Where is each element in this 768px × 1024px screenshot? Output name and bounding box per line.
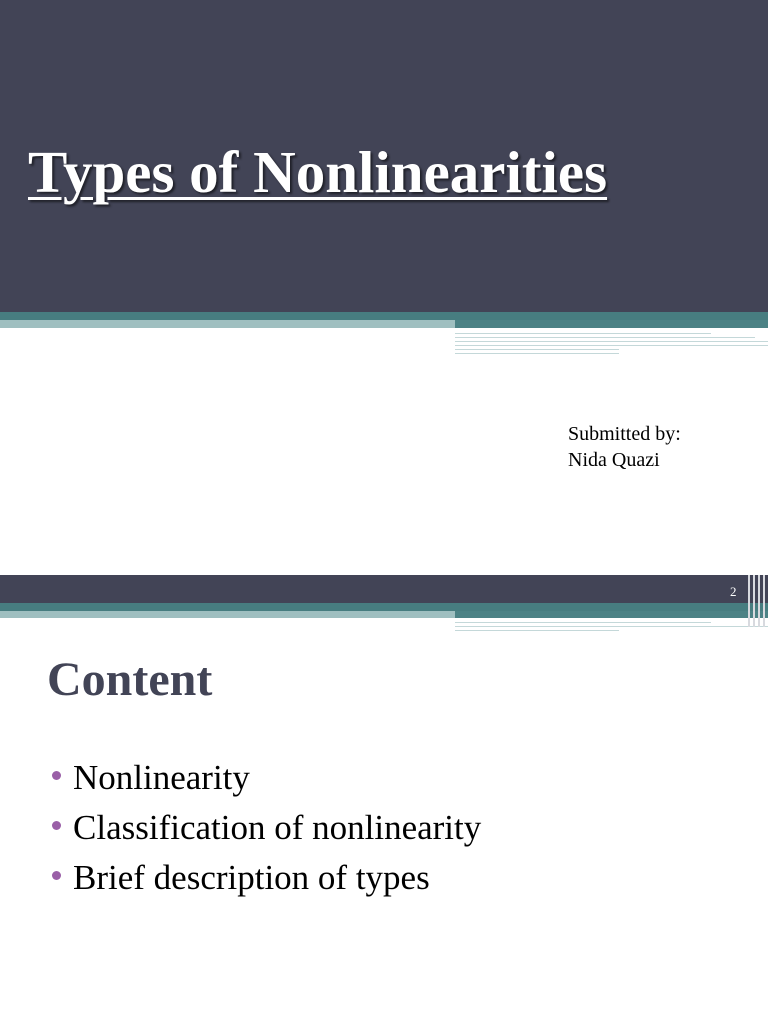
decor-line <box>455 626 768 627</box>
list-item <box>52 753 481 803</box>
list-item <box>52 803 481 853</box>
bullet-list <box>52 753 481 903</box>
author-name: Nida Quazi <box>568 449 660 471</box>
decor-vertical-line <box>753 575 755 627</box>
decor-vertical-line <box>758 575 760 627</box>
list-item <box>52 853 481 903</box>
light-stripe <box>0 320 455 328</box>
stripe-block <box>455 320 768 328</box>
slide-title: Types of Nonlinearities <box>28 139 608 205</box>
stripe-block <box>455 611 768 618</box>
decor-line <box>455 337 755 338</box>
decor-vertical-line <box>748 575 750 627</box>
light-stripe <box>0 611 455 618</box>
decor-line <box>455 345 768 346</box>
content-heading: Content <box>47 653 213 706</box>
bullet-icon <box>52 821 61 830</box>
content-header-band <box>0 575 768 603</box>
decor-vertical-line <box>763 575 765 627</box>
decor-line <box>455 630 619 631</box>
decor-line <box>455 349 619 350</box>
bullet-text: Brief description of types <box>73 858 430 897</box>
bullet-icon <box>52 871 61 880</box>
decor-line <box>455 353 619 354</box>
bullet-icon <box>52 771 61 780</box>
decor-line <box>455 333 711 334</box>
bullet-text: Classification of nonlinearity <box>73 808 482 847</box>
teal-stripe <box>0 603 768 611</box>
slide-2 <box>0 575 768 1024</box>
bullet-text: Nonlinearity <box>73 758 250 797</box>
submitted-by-block <box>568 421 681 473</box>
slide-number: 2 <box>730 584 737 599</box>
decor-line <box>455 341 768 342</box>
decor-line <box>455 622 711 623</box>
submitted-label: Submitted by: <box>568 423 681 445</box>
